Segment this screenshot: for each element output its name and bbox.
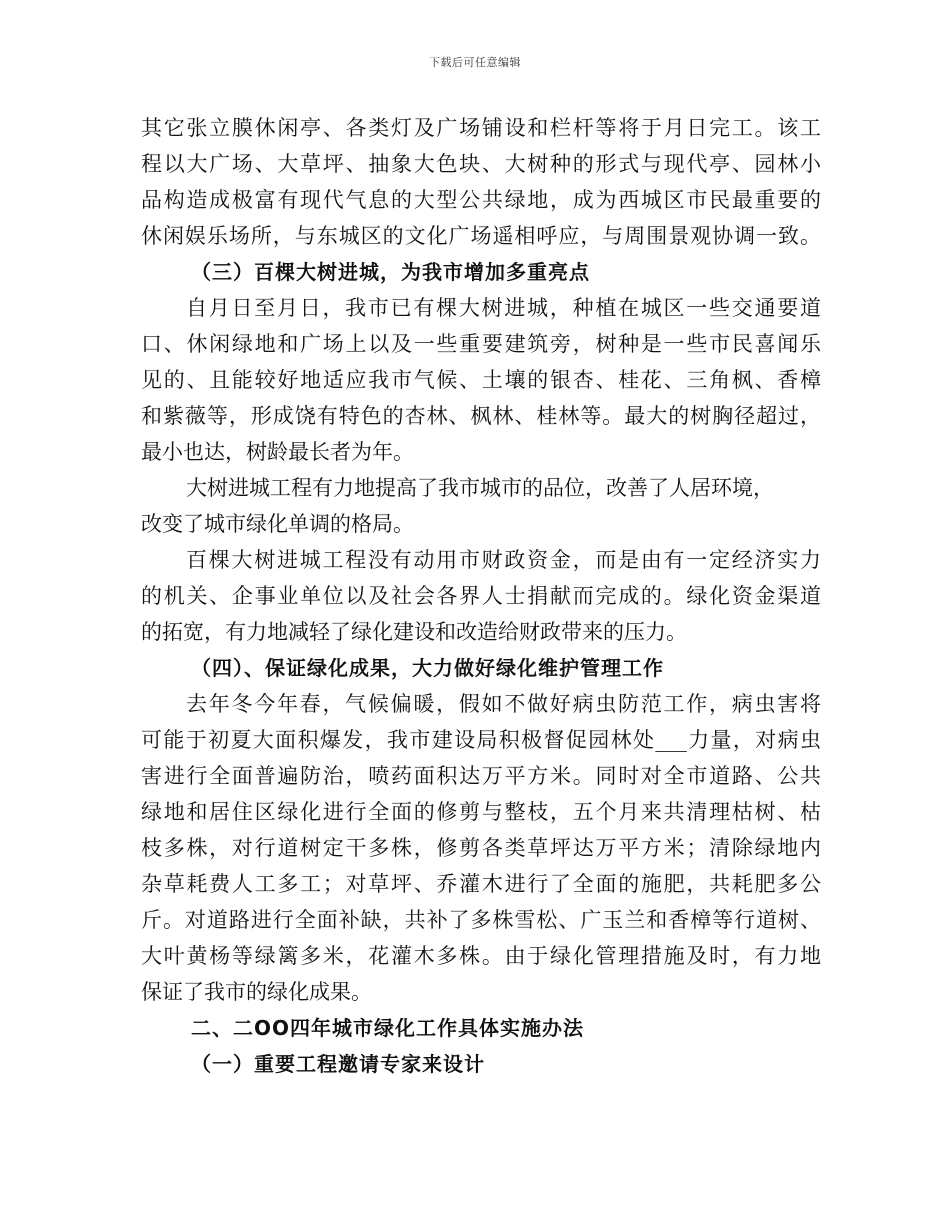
paragraph-line: 品构造成极富有现代气息的大型公共绿地，成为西城区市民最重要的 [141,188,821,212]
paragraph-line: 去年冬今年春，气候偏暖，假如不做好病虫防范工作，病虫害将 [186,692,821,716]
paragraph-line: 大叶黄杨等绿篱多米，花灌木多株。由于绿化管理措施及时，有力地 [141,944,821,968]
paragraph-line: 和紫薇等，形成饶有特色的杏林、枫林、桂林等。最大的树胸径超过， [141,404,821,428]
paragraph-line: 杂草耗费人工多工；对草坪、乔灌木进行了全面的施肥，共耗肥多公 [141,872,821,896]
paragraph-line: 保证了我市的绿化成果。 [141,980,372,1004]
paragraph-line: 的机关、企事业单位以及社会各界人士捐献而完成的。绿化资金渠道 [141,584,821,608]
paragraph-line: 见的、且能较好地适应我市气候、土壤的银杏、桂花、三角枫、香樟 [141,368,821,392]
paragraph-line: 百棵大树进城工程没有动用市财政资金，而是由有一定经济实力 [186,548,821,572]
paragraph-line: 程以大广场、大草坪、抽象大色块、大树种的形式与现代亭、园林小 [141,152,821,176]
paragraph-line: 其它张立膜休闲亭、各类灯及广场铺设和栏杆等将于月日完工。该工 [141,116,821,140]
paragraph-line: 改变了城市绿化单调的格局。 [141,512,414,536]
section-heading: （一）重要工程邀请专家来设计 [191,1052,485,1076]
paragraph-line: 枝多株，对行道树定干多株，修剪各类草坪达万平方米；清除绿地内 [141,836,821,860]
document-body [141,110,821,1082]
page-header: 下载后可任意编辑 [429,56,521,69]
paragraph-line: 口、休闲绿地和广场上以及一些重要建筑旁，树种是一些市民喜闻乐 [141,332,821,356]
paragraph-line: 大树进城工程有力地提高了我市城市的品位，改善了人居环境， [186,476,774,500]
paragraph-line: 的拓宽，有力地减轻了绿化建设和改造给财政带来的压力。 [141,620,687,644]
paragraph-line: 休闲娱乐场所，与东城区的文化广场遥相呼应，与周围景观协调一致。 [141,224,821,248]
section-heading: 二、二OO四年城市绿化工作具体实施办法 [191,1016,585,1040]
section-heading: （四）、保证绿化成果，大力做好绿化维护管理工作 [191,656,664,680]
paragraph-line: 可能于初夏大面积爆发，我市建设局积极督促园林处___力量，对病虫 [141,728,821,752]
paragraph-line: 自月日至月日，我市已有棵大树进城，种植在城区一些交通要道 [186,296,821,320]
paragraph-line: 最小也达，树龄最长者为年。 [141,440,414,464]
paragraph-line: 害进行全面普遍防治，喷药面积达万平方米。同时对全市道路、公共 [141,764,821,788]
paragraph-line: 斤。对道路进行全面补缺，共补了多株雪松、广玉兰和香樟等行道树、 [141,908,821,932]
section-heading: （三）百棵大树进城，为我市增加多重亮点 [191,260,590,284]
paragraph-line: 绿地和居住区绿化进行全面的修剪与整枝，五个月来共清理枯树、枯 [141,800,821,824]
